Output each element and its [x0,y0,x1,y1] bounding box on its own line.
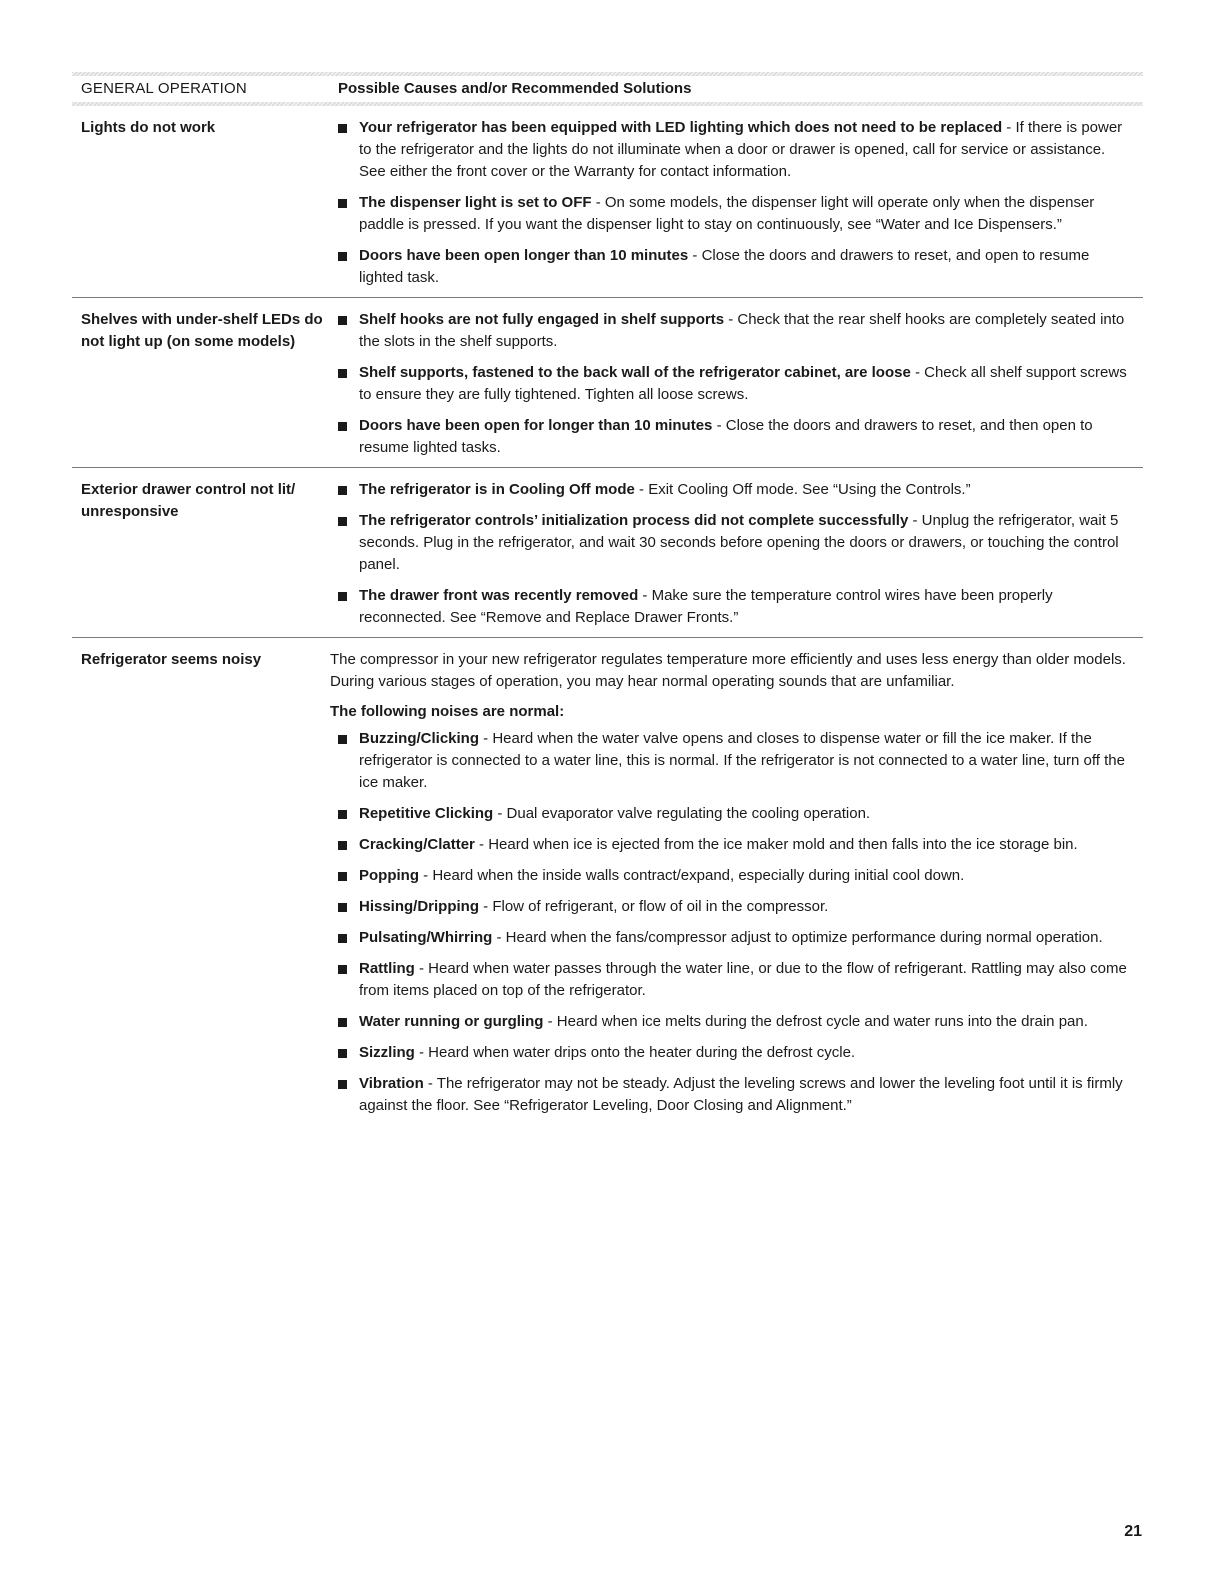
noise-description: - Heard when water drips onto the heater during the defrost cycle. [414,1044,856,1061]
noise-name: Sizzling [359,1044,415,1061]
cause-text: Doors have been open for longer than 10 minutes [359,417,713,434]
bullet-square-icon [338,872,347,881]
list-item [330,728,1135,794]
section-shelf-leds [72,298,1143,468]
noise-name: Buzzing/Clicking [359,730,479,747]
bullet-square-icon [338,592,347,601]
solutions [330,117,1143,289]
list-item [330,415,1135,459]
list-item [330,362,1135,406]
troubleshooting-table [72,72,1143,1125]
problem-label: Exterior drawer control not lit/ unresponsive [81,481,296,520]
problem-label: Refrigerator seems noisy [81,651,262,668]
list-item [330,1042,1135,1064]
bullet-square-icon [338,903,347,912]
bullet-square-icon [338,316,347,325]
problem-label: Lights do not work [81,119,216,136]
list-item [330,309,1135,353]
noise-name: Repetitive Clicking [359,805,494,822]
bullet-square-icon [338,517,347,526]
list-item [330,1011,1135,1033]
noise-name: Pulsating/Whirring [359,929,493,946]
bullet-square-icon [338,934,347,943]
bullet-square-icon [338,486,347,495]
normal-noises-heading: The following noises are normal: [330,703,565,720]
solutions [330,649,1143,1117]
noise-description: - Dual evaporator valve regulating the cooling operation. [493,805,871,822]
noise-description: - The refrigerator may not be steady. Adjust the leveling screws and lower the leveling foot until it is firmly against the floor. See “Refrigerator Leveling, Door Closing and Alignment.” [359,1075,1123,1114]
solution-text: - Close the doors and drawers to reset, and then open to resume lighted tasks. [359,417,1093,456]
solution-text: - Close the doors and drawers to reset, and open to resume lighted task. [359,247,1090,286]
noise-name: Vibration [359,1075,424,1092]
cause-text: The refrigerator is in Cooling Off mode [359,481,635,498]
noise-description: - Heard when the water valve opens and closes to dispense water or fill the ice maker. If the refrigerator is connected to a water line, this is normal. If the refrigerator is not connected to a water line, turn off the ice maker. [359,730,1125,791]
solution-text: - Exit Cooling Off mode. See “Using the Controls.” [634,481,971,498]
list-item [330,245,1135,289]
header-general-operation: GENERAL OPERATION [81,80,247,97]
section-drawer-control [72,468,1143,638]
page-number: 21 [1124,1523,1142,1540]
noise-name: Water running or gurgling [359,1013,544,1030]
cause-text: The drawer front was recently removed [359,587,639,604]
bullet-square-icon [338,810,347,819]
noise-description: - Flow of refrigerant, or flow of oil in the compressor. [479,898,829,915]
bullet-square-icon [338,1049,347,1058]
noise-description: - Heard when the fans/compressor adjust to optimize performance during normal operation. [492,929,1103,946]
list-item [330,585,1135,629]
intro-paragraph: The compressor in your new refrigerator regulates temperature more efficiently and uses less energy than older models. During various stages of operation, you may hear normal operating sounds that are unfamiliar. [330,651,1126,690]
noise-name: Hissing/Dripping [359,898,479,915]
bullet-square-icon [338,252,347,261]
noise-description: - Heard when water passes through the water line, or due to the flow of refrigerant. Rattling may also come from items placed on top of the refrigerator. [359,960,1127,999]
cause-text: The refrigerator controls’ initialization process did not complete successfully [359,512,909,529]
list-item [330,803,1135,825]
list-item [330,865,1135,887]
noise-description: - Heard when the inside walls contract/expand, especially during initial cool down. [419,867,965,884]
list-item [330,192,1135,236]
bullet-square-icon [338,841,347,850]
cause-text: The dispenser light is set to OFF [359,194,592,211]
bullet-square-icon [338,199,347,208]
solution-text: - Check that the rear shelf hooks are completely seated into the slots in the shelf supports. [359,311,1125,350]
problem-label: Shelves with under-shelf LEDs do not light up (on some models) [81,311,323,350]
solution-text: - Unplug the refrigerator, wait 5 seconds. Plug in the refrigerator, and wait 30 seconds before opening the doors or drawers, or touching the control panel. [359,512,1119,573]
bullet-square-icon [338,369,347,378]
table-header [72,72,1143,106]
bullet-square-icon [338,1018,347,1027]
bullet-square-icon [338,422,347,431]
section-noisy [72,638,1143,1125]
noise-description: - Heard when ice is ejected from the ice maker mold and then falls into the ice storage bin. [474,836,1078,853]
noise-name: Rattling [359,960,415,977]
list-item [330,834,1135,856]
cause-text: Shelf supports, fastened to the back wall of the refrigerator cabinet, are loose [359,364,911,381]
cause-text: Your refrigerator has been equipped with LED lighting which does not need to be replaced [359,119,1003,136]
bullet-square-icon [338,735,347,744]
noise-name: Cracking/Clatter [359,836,475,853]
noise-description: - Heard when ice melts during the defrost cycle and water runs into the drain pan. [543,1013,1088,1030]
list-item [330,896,1135,918]
header-solutions: Possible Causes and/or Recommended Solutions [338,80,692,97]
noise-name: Popping [359,867,419,884]
solution-text: - Make sure the temperature control wires have been properly reconnected. See “Remove and Replace Drawer Fronts.” [359,587,1053,626]
section-lights [72,106,1143,298]
solution-text: - If there is power to the refrigerator and the lights do not illuminate when a door or drawer is opened, call for service or assistance. See either the front cover or the Warranty for contact information. [359,119,1123,180]
cause-text: Doors have been open longer than 10 minutes [359,247,689,264]
list-item [330,958,1135,1002]
cause-text: Shelf hooks are not fully engaged in shelf supports [359,311,725,328]
solutions [330,479,1143,629]
list-item [330,510,1135,576]
list-item [330,927,1135,949]
solution-text: - On some models, the dispenser light will operate only when the dispenser paddle is pressed. If you want the dispenser light to stay on continuously, see “Water and Ice Dispensers.” [359,194,1095,233]
list-item [330,479,1135,501]
bullet-square-icon [338,1080,347,1089]
bullet-square-icon [338,124,347,133]
solutions [330,309,1143,459]
solution-text: - Check all shelf support screws to ensure they are fully tightened. Tighten all loose screws. [359,364,1127,403]
bullet-square-icon [338,965,347,974]
list-item [330,1073,1135,1117]
list-item [330,117,1135,183]
